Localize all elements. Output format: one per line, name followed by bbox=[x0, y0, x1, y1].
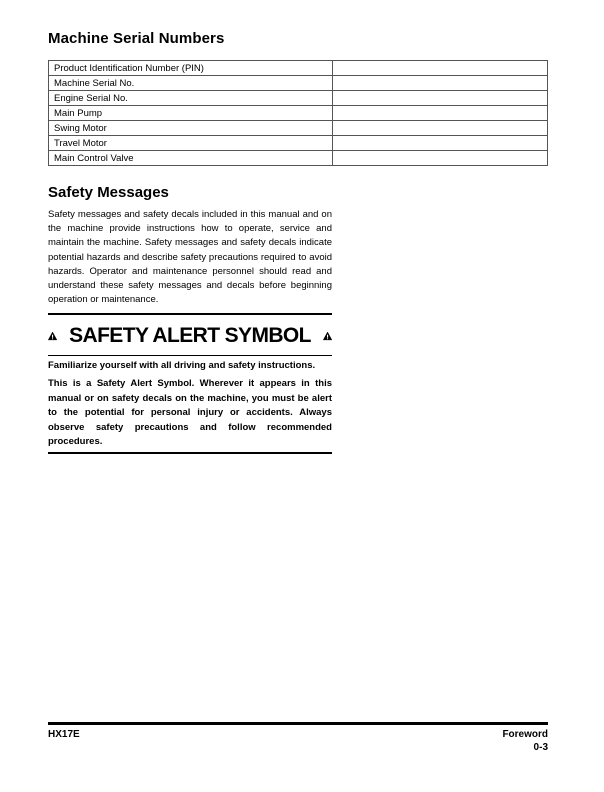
footer-rule bbox=[48, 722, 548, 725]
footer-page-number: 0-3 bbox=[533, 741, 548, 753]
table-row bbox=[49, 151, 548, 166]
table-row bbox=[49, 121, 548, 136]
table-row bbox=[49, 91, 548, 106]
alert-top-rule bbox=[48, 313, 332, 315]
familiarize-instruction: Familiarize yourself with all driving and safety instructions. bbox=[48, 360, 316, 371]
serial-row-label: Engine Serial No. bbox=[49, 91, 333, 106]
serial-row-value bbox=[333, 76, 548, 91]
serial-row-value bbox=[333, 121, 548, 136]
safety-alert-banner bbox=[48, 318, 332, 354]
footer-section-page bbox=[502, 729, 548, 754]
safety-messages-paragraph: Safety messages and safety decals included in this manual and on the machine provide instructions how to operate, service and maintain the machine. Safety messages and safety decals indicate potential hazards and describe safety precautions required to avoid hazards. Operator and maintenance personnel should read and understand these safety messages and decals before beginning operation or maintenance. bbox=[48, 209, 332, 306]
table-row bbox=[49, 76, 548, 91]
safety-alert-paragraph: This is a Safety Alert Symbol. Wherever it appears in this manual or on safety decals on the machine, you must be alert to the potential for personal injury or accidents. Always observe safety precautions and follow recommended procedures. bbox=[48, 378, 332, 447]
serial-row-value bbox=[333, 61, 548, 76]
safety-section-title: Safety Messages bbox=[48, 184, 169, 201]
alert-mid-rule bbox=[48, 355, 332, 356]
table-row bbox=[49, 61, 548, 76]
warning-triangle-icon bbox=[48, 324, 57, 348]
safety-alert-title: SAFETY ALERT SYMBOL bbox=[69, 324, 311, 347]
serial-row-label: Main Control Valve bbox=[49, 151, 333, 166]
serial-numbers-table bbox=[48, 60, 548, 166]
serial-row-label: Main Pump bbox=[49, 106, 333, 121]
table-row bbox=[49, 106, 548, 121]
serial-row-label: Swing Motor bbox=[49, 121, 333, 136]
alert-bottom-rule bbox=[48, 452, 332, 454]
serial-row-value bbox=[333, 136, 548, 151]
serial-section-title: Machine Serial Numbers bbox=[48, 30, 225, 47]
serial-row-value bbox=[333, 106, 548, 121]
serial-row-value bbox=[333, 151, 548, 166]
serial-row-value bbox=[333, 91, 548, 106]
footer-section: Foreword bbox=[502, 729, 548, 740]
warning-triangle-icon bbox=[323, 324, 332, 348]
footer-model: HX17E bbox=[48, 729, 80, 740]
serial-row-label: Product Identification Number (PIN) bbox=[49, 61, 333, 76]
table-row bbox=[49, 136, 548, 151]
serial-row-label: Machine Serial No. bbox=[49, 76, 333, 91]
serial-row-label: Travel Motor bbox=[49, 136, 333, 151]
